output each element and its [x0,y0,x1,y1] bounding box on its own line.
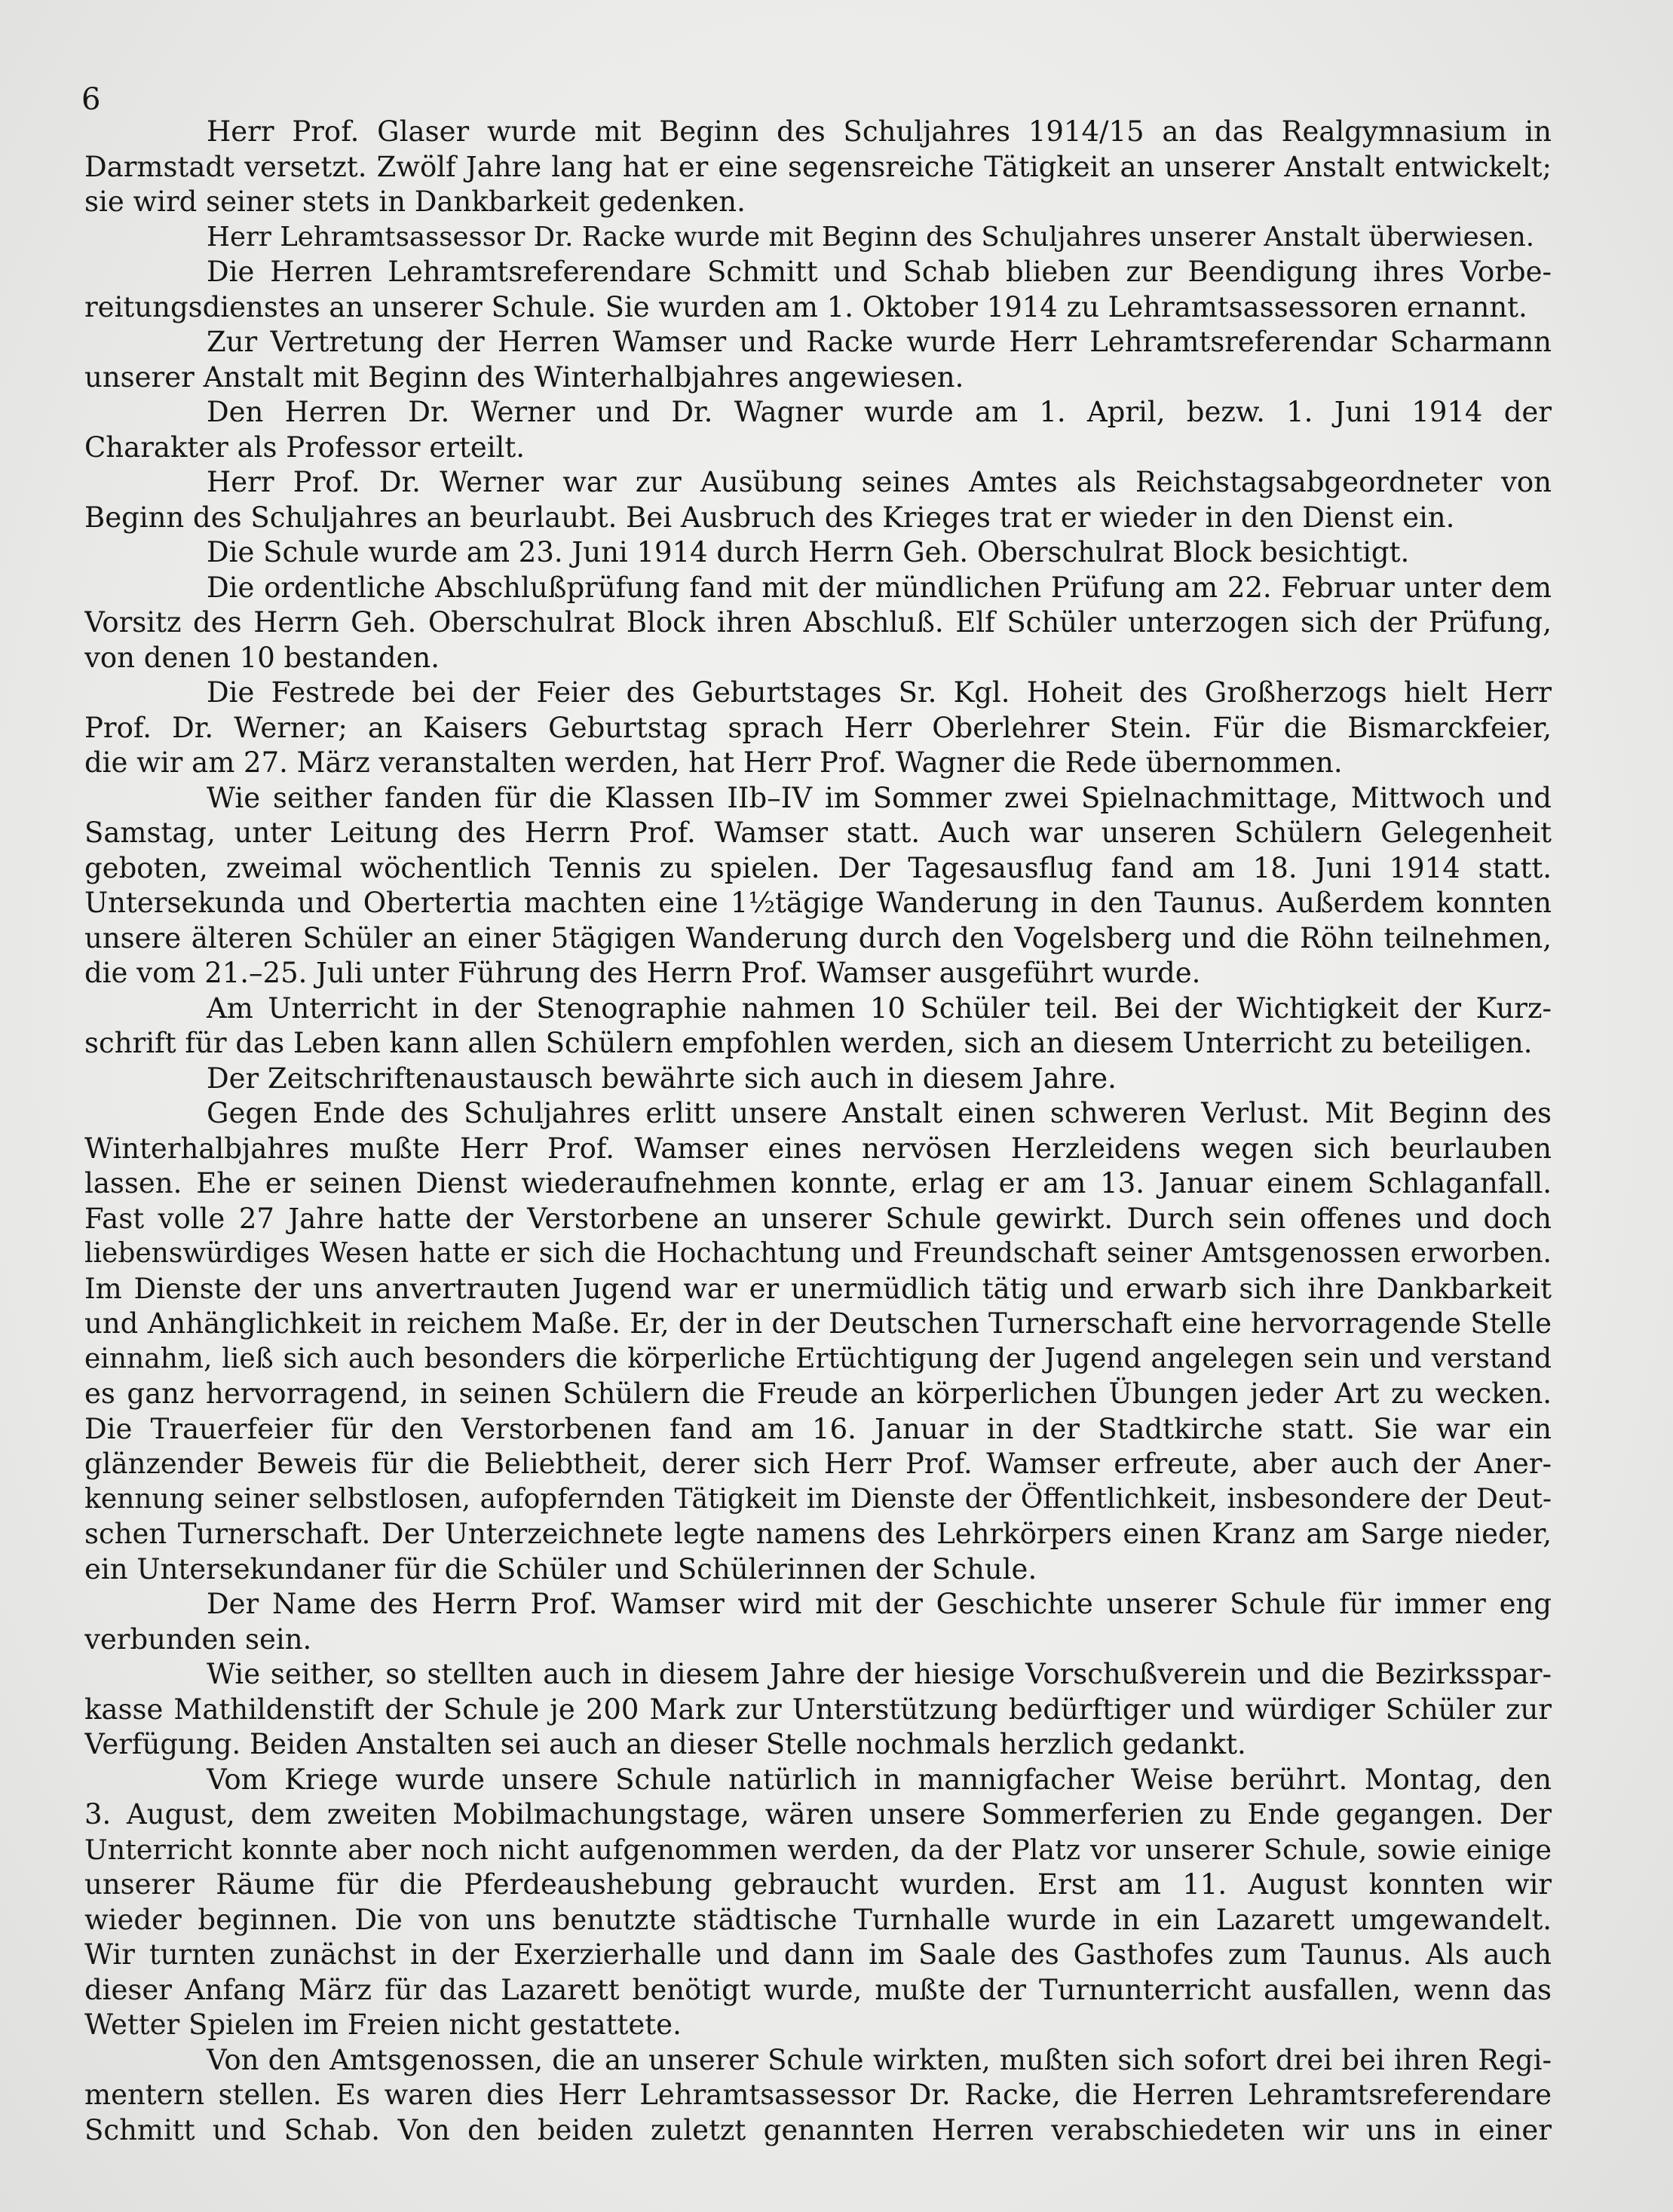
text-line: dieser Anfang März für das Lazarett benötigt wurde, mußte der Turnunterricht ausfallen, wenn das [84,1973,1552,2006]
text-line: kennung seiner selbstlosen, aufopfernden Tätigkeit im Dienste der Öffentlichkeit, insbesondere der Deut- [84,1483,1552,1515]
text-line: geboten, zweimal wöchentlich Tennis zu spielen. Der Tagesausflug fand am 18. Juni 1914 statt. [84,851,1552,884]
text-line: Untersekunda und Obertertia machten eine 1½tägige Wanderung in den Taunus. Außerdem konnten [84,887,1552,919]
text-line: Die Festrede bei der Feier des Geburtstages Sr. Kgl. Hoheit des Großherzogs hielt Herr [207,676,1552,709]
text-line: Vorsitz des Herrn Geh. Oberschulrat Block ihren Abschluß. Elf Schüler unterzogen sich der Prüfung, [84,606,1552,639]
text-line: Schmitt und Schab. Von den beiden zuletzt genannten Herren verabschiedeten wir uns in einer [84,2113,1552,2146]
body-text [84,115,1552,2148]
text-line: 3. August, dem zweiten Mobilmachungstage, wären unsere Sommerferien zu Ende gegangen. Der [84,1798,1552,1831]
text-line: mentern stellen. Es waren dies Herr Lehramtsassessor Dr. Racke, die Herren Lehramtsreferendare [84,2079,1552,2111]
text-line: Darmstadt versetzt. Zwölf Jahre lang hat er eine segensreiche Tätigkeit an unserer Anstalt entwickelt; [84,150,1552,183]
text-line: Winterhalbjahres mußte Herr Prof. Wamser eines nervösen Herzleidens wegen sich beurlauben [84,1132,1552,1165]
text-line: Verfügung. Beiden Anstalten sei auch an dieser Stelle nochmals herzlich gedankt. [84,1728,1246,1760]
text-line: Vom Kriege wurde unsere Schule natürlich in mannigfacher Weise berührt. Montag, den [207,1763,1552,1796]
text-line: Wie seither fanden für die Klassen IIb–IV im Sommer zwei Spielnachmittage, Mittwoch und [207,781,1552,814]
text-line: Die Schule wurde am 23. Juni 1914 durch Herrn Geh. Oberschulrat Block besichtigt. [207,536,1410,568]
text-line: liebenswürdiges Wesen hatte er sich die Hochachtung und Freundschaft seiner Amtsgenossen erworben. [84,1238,1552,1269]
text-line: Unterricht konnte aber noch nicht aufgenommen werden, da der Platz vor unserer Schule, sowie einige [84,1833,1552,1866]
text-line: die vom 21.–25. Juli unter Führung des Herrn Prof. Wamser ausgeführt wurde. [84,957,1201,989]
text-line: Den Herren Dr. Werner und Dr. Wagner wurde am 1. April, bezw. 1. Juni 1914 der [207,396,1552,428]
text-line: Prof. Dr. Werner; an Kaisers Geburtstag sprach Herr Oberlehrer Stein. Für die Bismarckfeier, [84,711,1552,744]
text-line: Wie seither, so stellten auch in diesem Jahre der hiesige Vorschußverein und die Bezirksspar- [207,1658,1552,1690]
text-line: einnahm, ließ sich auch besonders die körperliche Ertüchtigung der Jugend angelegen sein und verstand [84,1343,1552,1374]
text-line: Am Unterricht in der Stenographie nahmen 10 Schüler teil. Bei der Wichtigkeit der Kurz- [207,991,1552,1025]
text-line: lassen. Ehe er seinen Dienst wiederaufnehmen konnte, erlag er am 13. Januar einem Schlaganfall. [84,1167,1552,1199]
text-line: Herr Prof. Dr. Werner war zur Ausübung seines Amtes als Reichstagsabgeordneter von [207,466,1552,498]
text-line: reitungsdienstes an unserer Schule. Sie wurden am 1. Oktober 1914 zu Lehramtsassessoren ernannt. [84,290,1527,323]
text-line: wieder beginnen. Die von uns benutzte städtische Turnhalle wurde in ein Lazarett umgewandelt. [84,1903,1552,1936]
text-line: Im Dienste der uns anvertrauten Jugend war er unermüdlich tätig und erwarb sich ihre Dankbarkeit [84,1272,1552,1305]
text-line: kasse Mathildenstift der Schule je 200 Mark zur Unterstützung bedürftiger und würdiger Schüler zur [84,1693,1552,1726]
text-line: Die Herren Lehramtsreferendare Schmitt und Schab blieben zur Beendigung ihres Vorbe- [207,256,1552,288]
text-line: Herr Prof. Glaser wurde mit Beginn des Schuljahres 1914/15 an das Realgymnasium in [207,115,1552,148]
text-line: Der Name des Herrn Prof. Wamser wird mit der Geschichte unserer Schule für immer eng [207,1588,1552,1620]
text-line: Beginn des Schuljahres an beurlaubt. Bei Ausbruch des Krieges trat er wieder in den Dienst ein. [84,501,1455,534]
text-line: unsere älteren Schüler an einer 5tägigen Wanderung durch den Vogelsberg und die Röhn teilnehmen, [84,921,1552,954]
text-line: Herr Lehramtsassessor Dr. Racke wurde mit Beginn des Schuljahres unserer Anstalt überwiesen. [207,221,1535,253]
page-number: 6 [81,82,101,117]
text-line: von denen 10 bestanden. [84,641,440,674]
text-line: und Anhänglichkeit in reichem Maße. Er, der in der Deutschen Turnerschaft eine hervorragende Stelle [84,1307,1552,1340]
text-line: schen Turnerschaft. Der Unterzeichnete legte namens des Lehrkörpers einen Kranz am Sarge nieder, [84,1518,1552,1550]
text-line: verbunden sein. [84,1622,312,1656]
text-line: Die Trauerfeier für den Verstorbenen fand am 16. Januar in der Stadtkirche statt. Sie war ein [84,1412,1552,1445]
text-line: glänzender Beweis für die Beliebtheit, derer sich Herr Prof. Wamser erfreute, aber auch der Aner- [84,1448,1552,1480]
text-line: sie wird seiner stets in Dankbarkeit gedenken. [84,185,746,218]
text-line: unserer Anstalt mit Beginn des Winterhalbjahres angewiesen. [84,360,964,394]
text-line: Fast volle 27 Jahre hatte der Verstorbene an unserer Schule gewirkt. Durch sein offenes und doch [84,1202,1552,1235]
text-line: ein Untersekundaner für die Schüler und Schülerinnen der Schule. [84,1552,1037,1585]
text-line: Wir turnten zunächst in der Exerzierhalle und dann im Saale des Gasthofes zum Taunus. Als auch [84,1938,1552,1971]
text-line: unserer Räume für die Pferdeaushebung gebraucht wurden. Erst am 11. August konnten wir [84,1868,1552,1901]
text-line: Wetter Spielen im Freien nicht gestattete. [84,2008,682,2041]
text-line: die wir am 27. März veranstalten werden, hat Herr Prof. Wagner die Rede übernommen. [84,746,1343,779]
text-line: Von den Amtsgenossen, die an unserer Schule wirkten, mußten sich sofort drei bei ihren Regi- [207,2043,1552,2076]
text-line: Der Zeitschriftenaustausch bewährte sich auch in diesem Jahre. [207,1062,1117,1095]
text-line: es ganz hervorragend, in seinen Schülern die Freude an körperlichen Übungen jeder Art zu wecken. [84,1377,1552,1410]
text-line: Zur Vertretung der Herren Wamser und Racke wurde Herr Lehramtsreferendar Scharmann [207,326,1552,358]
text-line: schrift für das Leben kann allen Schülern empfohlen werden, sich an diesem Unterricht zu beteiligen. [84,1027,1533,1059]
text-line: Charakter als Professor erteilt. [84,430,525,464]
text-line: Die ordentliche Abschlußprüfung fand mit der mündlichen Prüfung am 22. Februar unter dem [207,571,1552,604]
text-line: Gegen Ende des Schuljahres erlitt unsere Anstalt einen schweren Verlust. Mit Beginn des [207,1097,1552,1129]
text-line: Samstag, unter Leitung des Herrn Prof. Wamser statt. Auch war unseren Schülern Gelegenheit [84,816,1552,849]
